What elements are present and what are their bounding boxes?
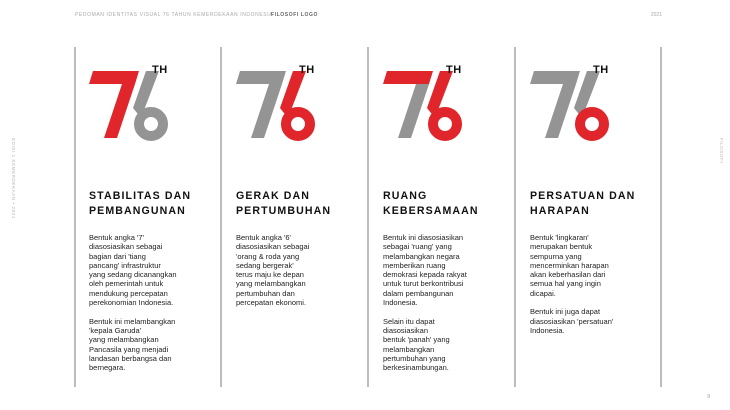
logo-76-mark (383, 62, 467, 152)
logo-76 (383, 62, 467, 152)
header-year: 2021 (650, 12, 662, 18)
column-body (89, 233, 214, 382)
logo-76 (530, 62, 614, 152)
seven-stem-shape (104, 84, 135, 138)
column-title: RUANG KEBERSAMAAN (383, 190, 479, 217)
body-paragraph: Bentuk ini melambangkan 'kepala Garuda' yang melambangkan Pancasila yang menjadi landasan berbangsa dan bernegara. (89, 316, 176, 373)
six-loop-shape (139, 112, 163, 136)
guide-title: PEDOMAN IDENTITAS VISUAL 76 TAHUN KEMERDEKAAN INDONESIA (75, 12, 274, 18)
body-paragraph: Bentuk 'lingkaran' merupakan bentuk sempurna yang mencerminkan harapan akan keberhasilan dari semua hal yang ingin dicapai. (530, 233, 609, 298)
seven-stem-shape (398, 84, 429, 138)
logo-superscript: TH (152, 64, 168, 76)
logo-superscript: TH (299, 64, 315, 76)
body-paragraph: Bentuk angka '7' diasosiasikan sebagai bagian dari 'tiang pancang' infrastruktur yang sedang dicanangkan oleh pemerintah untuk mendukung percepatan perekonomian Indonesia. (89, 233, 177, 308)
column-divider (74, 47, 76, 387)
seven-stem-shape (251, 84, 282, 138)
side-label-left: EDISI 1 KEMERDEKAAN • 2021 (11, 138, 16, 219)
page-header (0, 12, 730, 24)
logo-76-mark (89, 62, 173, 152)
seven-bar-shape (530, 71, 580, 84)
column-title: GERAK DAN PERTUMBUHAN (236, 190, 332, 217)
logo-76 (89, 62, 173, 152)
seven-stem-shape (545, 84, 576, 138)
logo-76 (236, 62, 320, 152)
seven-bar-shape (236, 71, 286, 84)
body-paragraph: Bentuk ini diasosiasikan sebagai 'ruang' yang melambangkan negara memberikan ruang demokrasi kepada rakyat untuk turut berkontribusi dalam pembangunan Indonesia. (383, 233, 467, 308)
seven-bar-shape (89, 71, 139, 84)
column-title: STABILITAS DAN PEMBANGUNAN (89, 190, 192, 217)
column-body (236, 233, 361, 317)
logo-superscript: TH (446, 64, 462, 76)
side-label-right: FILOSOFI (719, 138, 724, 164)
section-title: FILOSOFI LOGO (271, 12, 318, 18)
logo-76-mark (530, 62, 614, 152)
body-paragraph: Bentuk angka '6' diasosiasikan sebagai 'orang & roda yang sedang bergerak' terus maju ke depan yang melambangkan pertumbuhan dan percepatan ekonomi. (236, 233, 310, 308)
six-loop-shape (286, 112, 310, 136)
logo-superscript: TH (593, 64, 609, 76)
column-body (530, 233, 655, 345)
six-loop-shape (433, 112, 457, 136)
seven-bar-shape (383, 71, 433, 84)
column-body (383, 233, 508, 382)
body-paragraph: Selain itu dapat diasosiasikan bentuk 'panah' yang melambangkan pertumbuhan yang berkesinambungan. (383, 316, 450, 373)
logo-76-mark (236, 62, 320, 152)
body-paragraph: Bentuk ini juga dapat diasosiasikan 'persatuan' Indonesia. (530, 307, 614, 335)
six-loop-shape (580, 112, 604, 136)
page-number: 9 (707, 394, 710, 400)
column-title: PERSATUAN DAN HARAPAN (530, 190, 636, 217)
